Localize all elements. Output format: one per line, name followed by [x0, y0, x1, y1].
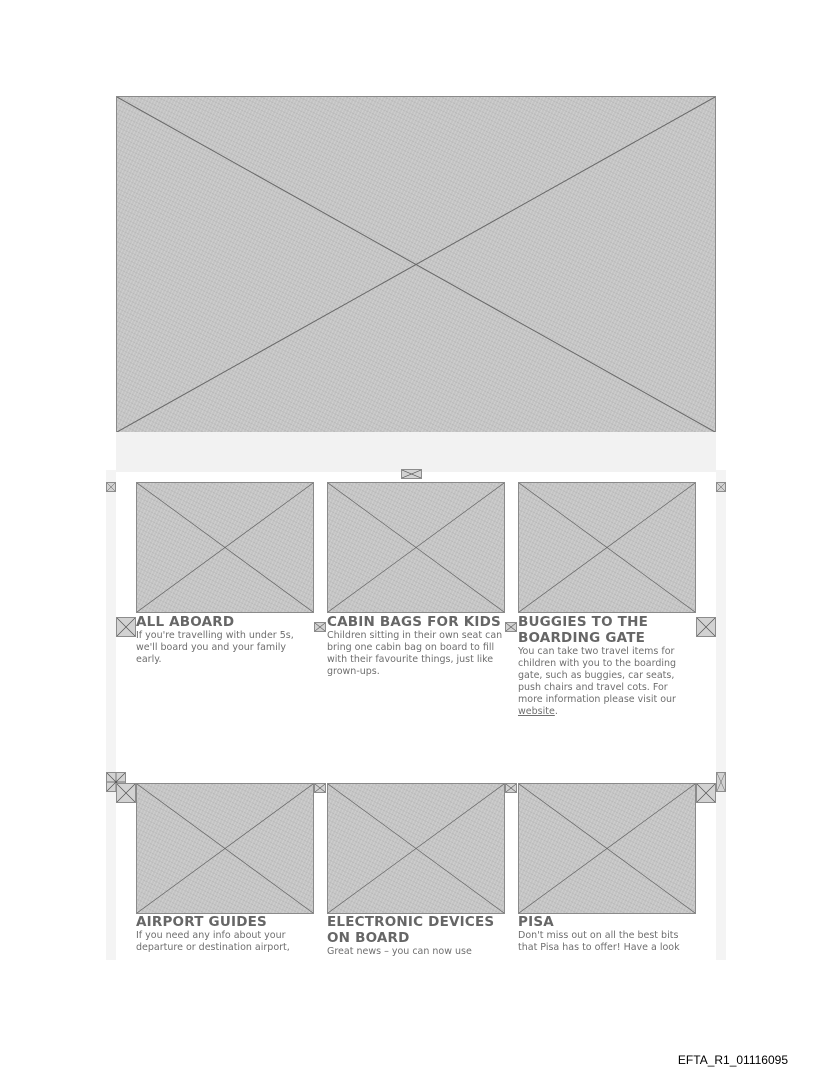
hero-image-placeholder: [116, 96, 716, 433]
card-title: CABIN BAGS FOR KIDS: [327, 614, 501, 630]
card-image-placeholder: [327, 482, 505, 613]
card-description: If you need any info about your departure or destination airport,: [136, 930, 290, 953]
card-title: ALL ABOARD: [136, 614, 235, 630]
left-gutter: [106, 470, 116, 960]
broken-image-icon: [314, 783, 326, 793]
card-description-text: You can take two travel items for children with you to the boarding gate, such as buggies, car seats, push chairs and travel cots. For more information please visit our: [518, 646, 677, 705]
card-description: Don't miss out on all the best bits that Pisa has to offer! Have a look: [518, 930, 680, 953]
broken-image-icon: [505, 783, 517, 793]
bates-number: EFTA_R1_01116095: [677, 1053, 788, 1067]
card-image-placeholder: [136, 783, 314, 914]
broken-image-icon: [696, 617, 716, 637]
broken-image-icon: [716, 482, 726, 492]
card-image-placeholder: [518, 783, 696, 914]
card-description: Children sitting in their own seat can bring one cabin bag on board to fill with their favourite things, just like grown-ups.: [327, 630, 503, 677]
broken-image-icon: [401, 469, 422, 479]
broken-image-icon: [116, 783, 136, 803]
card-description: Great news – you can now use: [327, 946, 472, 957]
card-description-end: .: [554, 706, 558, 717]
website-link[interactable]: website: [518, 706, 555, 717]
card-title: PISA: [518, 914, 554, 930]
hero-caption-band: [116, 432, 716, 472]
right-gutter: [716, 470, 726, 960]
broken-image-icon: [106, 482, 116, 492]
card-description: If you're travelling with under 5s, we'll board you and your family early.: [136, 630, 294, 665]
broken-image-icon: [716, 772, 726, 792]
card-title: AIRPORT GUIDES: [136, 914, 267, 930]
card-title: BUGGIES TO THE BOARDING GATE: [518, 614, 648, 646]
card-image-placeholder: [136, 482, 314, 613]
card-image-placeholder: [327, 783, 505, 914]
card-image-placeholder: [518, 482, 696, 613]
broken-image-icon: [116, 617, 136, 637]
card-description: [518, 646, 694, 718]
broken-image-icon: [696, 783, 716, 803]
card-title: ELECTRONIC DEVICES ON BOARD: [327, 914, 495, 946]
